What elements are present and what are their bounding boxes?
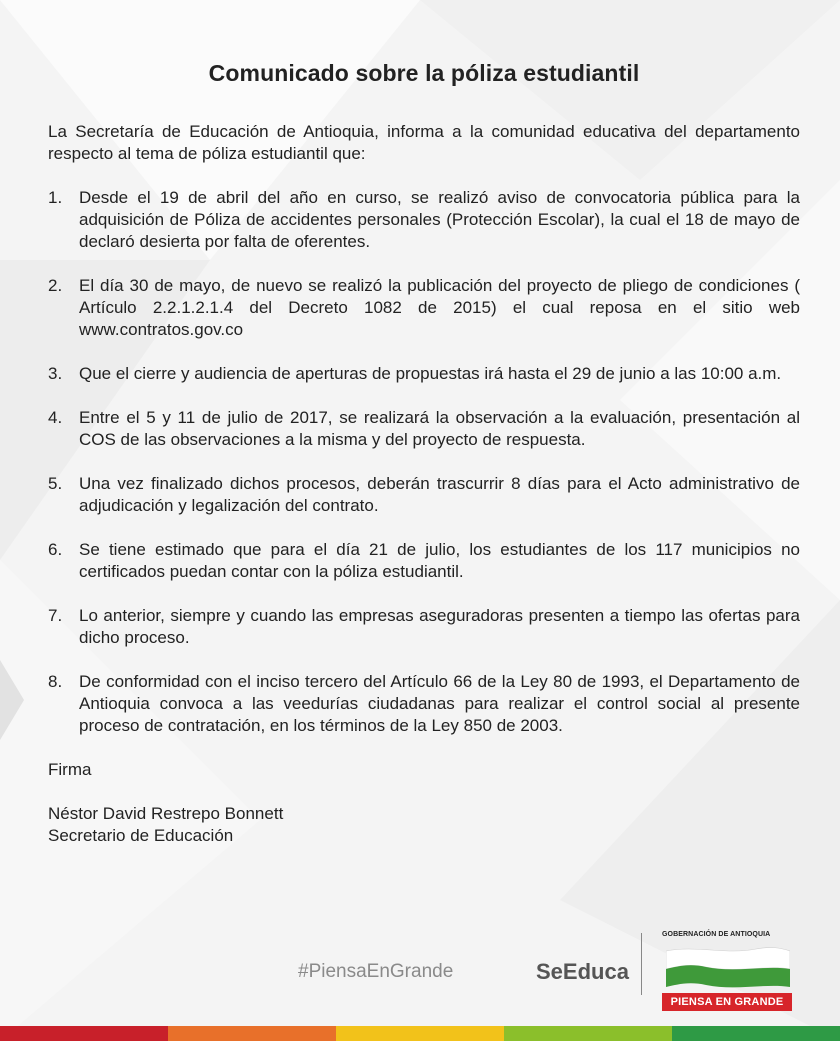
list-item-text: Se tiene estimado que para el día 21 de julio, los estudiantes de los 117 municipios no certificados puedan contar con la póliza estudiantil. bbox=[79, 540, 800, 581]
list-item bbox=[48, 671, 800, 737]
list-item-text: De conformidad con el inciso tercero del Artículo 66 de la Ley 80 de 1993, el Departamento de Antioquia convoca a las veedurías ciudadanas para realizar el control social al presente proceso de contratación, en los términos de la Ley 850 de 2003. bbox=[79, 672, 800, 735]
list-item bbox=[48, 187, 800, 253]
list-item-number: 7. bbox=[48, 606, 63, 625]
list-item-text: Lo anterior, siempre y cuando las empresas aseguradoras presenten a tiempo las ofertas para dicho proceso. bbox=[79, 606, 800, 647]
gobernacion-logo bbox=[662, 929, 794, 1013]
document-title: Comunicado sobre la póliza estudiantil bbox=[208, 60, 640, 86]
color-bar-segment bbox=[672, 1026, 840, 1041]
list-item bbox=[48, 539, 800, 583]
list-item-text: Entre el 5 y 11 de julio de 2017, se realizará la observación a la evaluación, presentación al COS de las observaciones a la misma y del proyecto de respuesta. bbox=[79, 408, 800, 449]
list-item-number: 3. bbox=[48, 364, 63, 383]
color-bar-segment bbox=[336, 1026, 504, 1041]
list-item-text: El día 30 de mayo, de nuevo se realizó la publicación del proyecto de pliego de condiciones ( Artículo 2.2.1.2.1.4 del Decreto 1082 de 2015) el cual reposa en el sitio web www.contratos.gov.co bbox=[79, 276, 800, 339]
list-item-text: Desde el 19 de abril del año en curso, se realizó aviso de convocatoria pública para la adquisición de Póliza de accidentes personales (Protección Escolar), la cual el 18 de mayo de declaró desierta por falta de oferentes. bbox=[79, 188, 800, 251]
flag-icon bbox=[666, 945, 790, 989]
list-item-number: 6. bbox=[48, 540, 63, 559]
list-item bbox=[48, 407, 800, 451]
list-item-text: Que el cierre y audiencia de aperturas de propuestas irá hasta el 29 de junio a las 10:00 a.m. bbox=[79, 364, 782, 383]
list-item-number: 5. bbox=[48, 474, 63, 493]
signatory-name: Néstor David Restrepo Bonnett bbox=[48, 804, 284, 823]
color-bar bbox=[0, 1026, 840, 1041]
list-item bbox=[48, 275, 800, 341]
list-item-number: 8. bbox=[48, 672, 63, 691]
hashtag-text: #PiensaEnGrande bbox=[298, 961, 454, 982]
color-bar-segment bbox=[504, 1026, 672, 1041]
logo-header: GOBERNACIÓN DE ANTIOQUIA bbox=[662, 931, 771, 938]
list-item bbox=[48, 363, 800, 385]
seeduca-logo: SeEduca bbox=[536, 959, 629, 984]
list-item-text: Una vez finalizado dichos procesos, deberán trascurrir 8 días para el Acto administrativo de adjudicación y legalización del contrato. bbox=[79, 474, 800, 515]
list-item-number: 2. bbox=[48, 276, 63, 295]
list-item-number: 1. bbox=[48, 188, 63, 207]
list-item bbox=[48, 473, 800, 517]
numbered-list bbox=[48, 187, 800, 737]
list-item bbox=[48, 605, 800, 649]
document-body bbox=[48, 60, 800, 847]
footer bbox=[0, 925, 840, 1015]
intro-paragraph: La Secretaría de Educación de Antioquia, informa a la comunidad educativa del departamento respecto al tema de póliza estudiantil que: bbox=[48, 122, 800, 163]
firma-label: Firma bbox=[48, 760, 92, 779]
color-bar-segment bbox=[0, 1026, 168, 1041]
footer-divider bbox=[641, 933, 642, 995]
logo-banner: PIENSA EN GRANDE bbox=[662, 993, 792, 1011]
color-bar-segment bbox=[168, 1026, 336, 1041]
list-item-number: 4. bbox=[48, 408, 63, 427]
signatory-role: Secretario de Educación bbox=[48, 826, 234, 845]
